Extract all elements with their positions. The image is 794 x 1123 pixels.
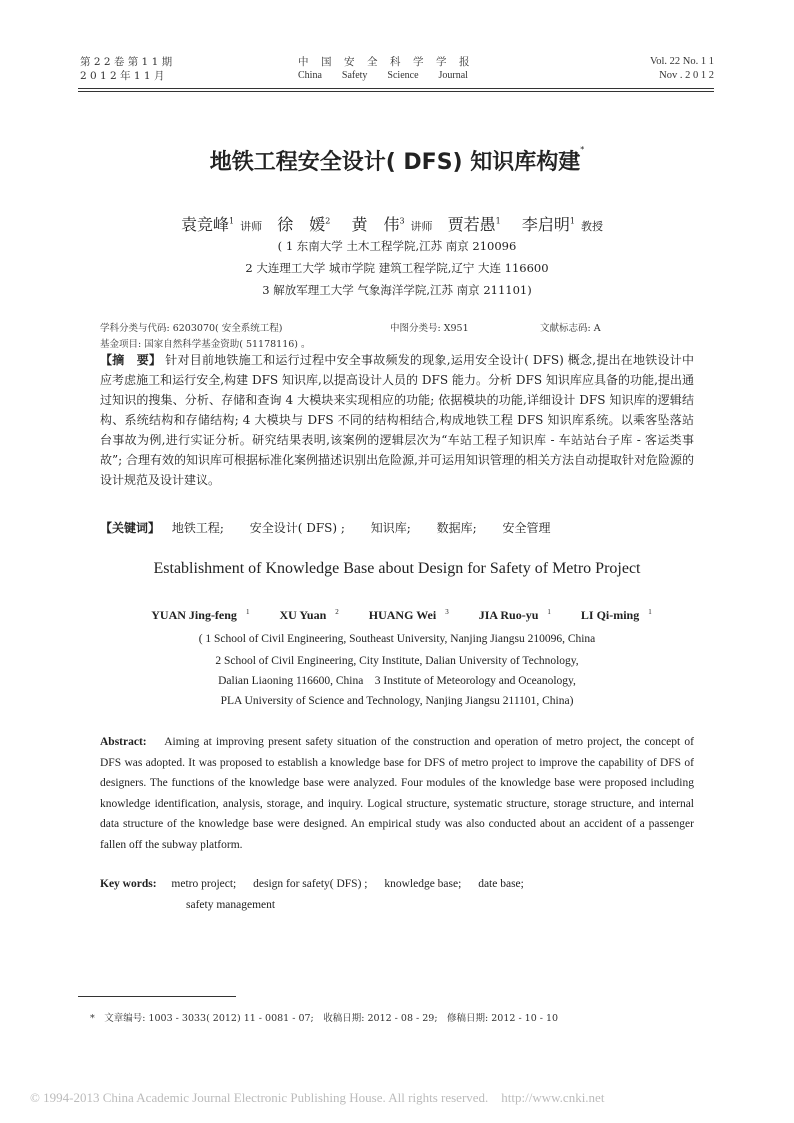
volume-issue: 第 2 2 卷 第 1 1 期: [80, 56, 173, 68]
doc-code: 文献标志码: A: [540, 323, 601, 334]
paper-title-text: 地铁工程安全设计( DFS) 知识库构建: [209, 150, 581, 175]
affiliation-en-3: Dalian Liaoning 116600, China 3 Institute of Meteorology and Oceanology,: [218, 675, 576, 687]
author: 徐 媛$^2$: [277, 215, 331, 234]
author-en: LI Qi-ming $^1$: [580, 608, 652, 622]
author: 贾若愚$^1$: [447, 215, 501, 234]
affiliation-en-2: 2 School of Civil Engineering, City Institute, Dalian University of Technology,: [215, 655, 579, 667]
year-month: 2 0 1 2 年 1 1 月: [80, 70, 165, 82]
paper-title: [0, 145, 794, 176]
title-footnote-mark: *: [580, 145, 585, 154]
keywords-en-label: Key words:: [100, 878, 157, 890]
footnote-rule: [78, 996, 236, 997]
keyword: 安全管理: [502, 521, 551, 535]
keyword-en: safety management: [186, 898, 276, 911]
author-en: JIA Ruo-yu $^1$: [478, 608, 551, 622]
copyright-watermark: © 1994-2013 China Academic Journal Electronic Publishing House. All rights reserved. http://www.cnki.net: [30, 1090, 605, 1105]
abstract-en-label: Abstract:: [100, 736, 147, 748]
keyword-en: design for safety( DFS) ;: [253, 878, 368, 890]
abstract-cn-text: 针对目前地铁施工和运行过程中安全事故频发的现象,运用安全设计( DFS) 概念,提出在地铁设计中应考虑施工和运行安全,构建 DFS 知识库,以提高设计人员的 DFS 能力。分析 DFS 知识库应具备的功能,提出通过知识的搜集、分析、存储和查询 4 大模块来实现相应的功能; 依据模块的功能,详细设计 DFS 知识库的逻辑结构、系统结构和存储结构; 4 大模块与 DFS 不同的结构相结合,构成地铁工程 DFS 知识库系统。以乘客坠落站台事故为例,进行实证分析。研究结果表明,该案例的逻辑层次为“车站工程子知识库 - 车站站台子库 - 客运类事故”; 合理有效的知识库可根据标准化案例描述识别出危险源,并可运用知识管理的相关方法自动提取针对危险源的设计规范及设计建议。: [100, 353, 694, 487]
authors-en: [0, 608, 794, 623]
fund-info: 基金项目: 国家自然科学基金资助( 51178116) 。: [100, 339, 311, 350]
affiliation-en-1: ( 1 School of Civil Engineering, Southeast University, Nanjing Jiangsu 210096, China: [198, 633, 596, 645]
author-en: XU Yuan $^2$: [279, 608, 339, 622]
affiliation-cn-1: ( 1 东南大学 土木工程学院,江苏 南京 210096: [277, 239, 517, 253]
keyword: 安全设计( DFS) ;: [249, 521, 345, 535]
journal-volume-en: [650, 55, 714, 83]
keywords-en: [100, 874, 538, 915]
keywords-cn-label: 【关键词】: [100, 521, 161, 535]
keyword-en: metro project;: [171, 878, 237, 890]
footnote: * 文章编号: 1003 - 3033( 2012) 11 - 0081 - 07; 收稿日期: 2012 - 08 - 29; 修稿日期: 2012 - 10 - 10: [90, 1013, 559, 1024]
keyword: 数据库;: [436, 521, 477, 535]
journal-volume-cn: [80, 55, 172, 83]
author: 黄 伟$^3$ 讲师: [351, 215, 433, 234]
authors-cn: [0, 212, 794, 235]
keywords-cn: [100, 518, 694, 538]
keyword: 知识库;: [370, 521, 411, 535]
author-en: HUANG Wei $^3$: [368, 608, 449, 622]
affiliation-en-4: PLA University of Science and Technology, Nanjing Jiangsu 211101, China): [220, 695, 574, 707]
abstract-en-text: Aiming at improving present safety situation of the construction and operation of metro project, the concept of DFS was adopted. It was proposed to establish a knowledge base for DFS of metro project to improve the capability of DFS of designers. The functions of the knowledge base were analyzed. Four modules of the knowledge base were proposed including knowledge identification, analysis, storage, and inquiry. Logical structure, systematic structure, storage structure, and internal data structure of the knowledge base were designed. An empirical study was also conducted about an accident of a passenger fallen off the subway platform.: [100, 736, 694, 851]
keyword-en: date base;: [478, 878, 524, 890]
volume-en: Vol. 22 No. 1 1: [650, 56, 714, 67]
author-en: YUAN Jing-feng $^1$: [151, 608, 250, 622]
affiliation-cn-3: 3 解放军理工大学 气象海洋学院,江苏 南京 211101): [262, 283, 532, 297]
author: 袁竞峰$^1$ 讲师: [181, 215, 263, 234]
journal-name-cn: 中 国 安 全 科 学 学 报: [298, 56, 471, 68]
subject-code: 学科分类与代码: 6203070( 安全系统工程): [100, 323, 283, 334]
affiliation-cn-2: 2 大连理工大学 城市学院 建筑工程学院,辽宁 大连 116600: [245, 261, 549, 275]
journal-name-en: China Safety Science Journal: [298, 70, 468, 81]
abstract-cn-label: 【摘 要】: [100, 353, 162, 367]
keyword-en: knowledge base;: [384, 878, 462, 890]
clc-code: 中图分类号: X951: [390, 323, 469, 334]
header-rule-top: [78, 88, 714, 89]
abstract-en: [100, 732, 694, 855]
header-rule-bottom: [78, 91, 714, 92]
date-en: Nov . 2 0 1 2: [659, 70, 714, 81]
author: 李启明$^1$ 教授: [521, 215, 603, 234]
title-en: Establishment of Knowledge Base about Design for Safety of Metro Project: [153, 560, 641, 577]
journal-name: [298, 55, 471, 83]
keyword: 地铁工程;: [171, 521, 224, 535]
abstract-cn: [100, 350, 694, 490]
